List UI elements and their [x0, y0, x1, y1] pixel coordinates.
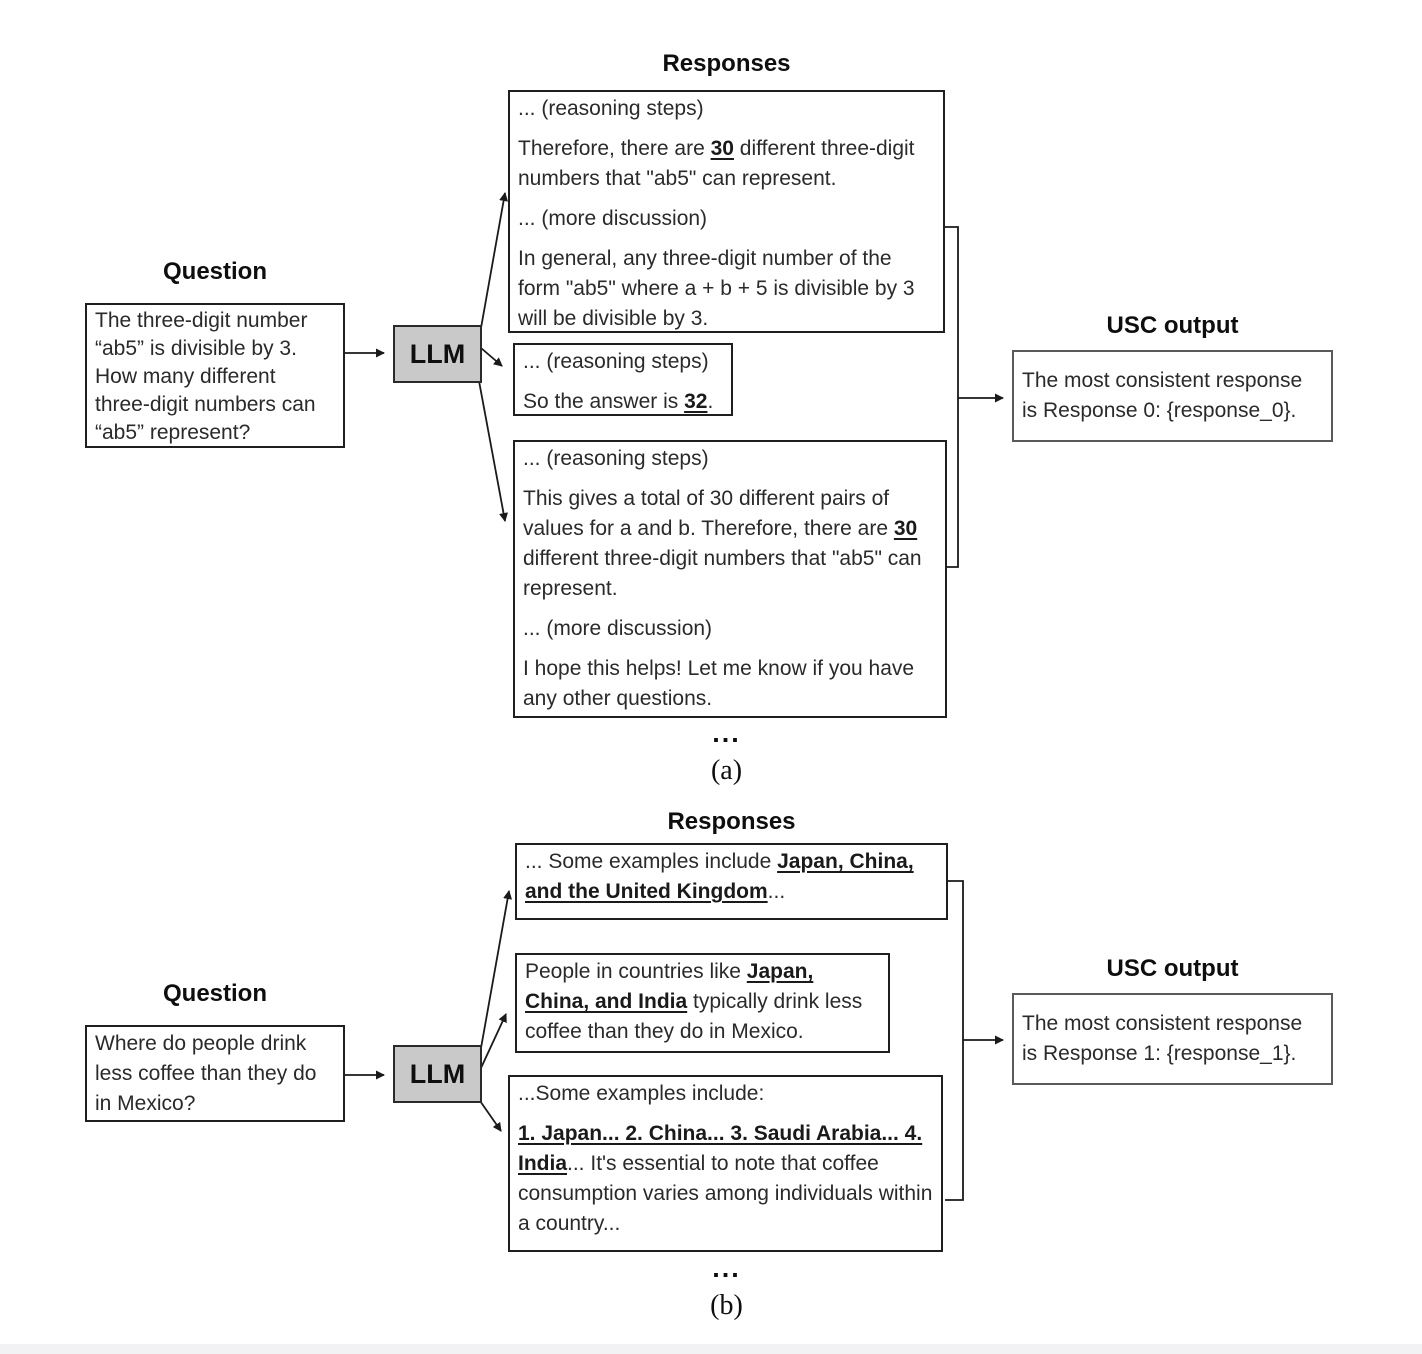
- response-paragraph: [525, 957, 880, 1047]
- more-responses-ellipsis-a: ...: [712, 718, 741, 748]
- more-responses-ellipsis-b: ...: [712, 1253, 741, 1283]
- question-box-b: [85, 1025, 345, 1122]
- arrow-llm-to-response2-a: [479, 381, 505, 521]
- response-text: different three-digit numbers that "ab5" can represent.: [518, 137, 915, 190]
- response-text: ...Some examples include:: [518, 1082, 765, 1105]
- response-text: I hope this helps! Let me know if you have any other questions.: [523, 657, 915, 710]
- response-paragraph: [523, 484, 937, 604]
- arrow-llm-to-response0-a: [481, 193, 505, 328]
- response-paragraph: [518, 134, 935, 194]
- response-text: This gives a total of 30 different pairs of values for a and b. Therefore, there are: [523, 487, 894, 540]
- usc-output-box-a: [1012, 350, 1333, 442]
- response-paragraph: [518, 1119, 933, 1239]
- response-paragraph: [518, 1079, 933, 1109]
- response-paragraph: [525, 847, 938, 907]
- response-text: ... (more discussion): [518, 207, 708, 230]
- response-text: ... (reasoning steps): [523, 350, 709, 373]
- response-paragraph: [518, 94, 935, 124]
- response-text: ... (more discussion): [523, 617, 713, 640]
- answer-highlight: 1. Japan... 2. China... 3. Saudi Arabia... 4. India: [518, 1122, 923, 1175]
- response-text: In general, any three-digit number of the form "ab5" where a + b + 5 is divisible by 3 will be divisible by 3.: [518, 247, 915, 330]
- response-paragraph: [518, 204, 935, 234]
- answer-highlight: 30: [893, 517, 918, 540]
- response-paragraph: [523, 444, 937, 474]
- response-text: different three-digit numbers that "ab5" can represent.: [523, 547, 922, 600]
- response-text: .: [707, 390, 714, 413]
- response-paragraph: [518, 244, 935, 334]
- response-text: People in countries like: [525, 960, 747, 983]
- llm-box-b: LLM: [393, 1045, 482, 1103]
- arrow-llm-to-response1-a: [481, 348, 502, 366]
- question-title-a: Question: [162, 258, 267, 285]
- answer-highlight: Japan, China, and India: [525, 960, 814, 1013]
- llm-box-a: LLM: [393, 325, 482, 383]
- answer-highlight: 30: [710, 137, 734, 160]
- response-paragraph: [523, 347, 723, 377]
- usc-output-title-b: USC output: [1106, 955, 1239, 982]
- usc-output-title-a: USC output: [1106, 312, 1239, 339]
- response-text: ...: [767, 880, 786, 903]
- response-text: ... It's essential to note that coffee consumption varies among individuals within a country...: [518, 1152, 933, 1235]
- response-box-b1: [515, 953, 890, 1053]
- response-box-a2: [513, 440, 947, 718]
- response-paragraph: [523, 654, 937, 714]
- arrow-llm-to-response0-b: [481, 891, 509, 1048]
- usc-output-box-b: [1012, 993, 1333, 1085]
- response-box-b2: [508, 1075, 943, 1252]
- responses-title-b: Responses: [667, 808, 796, 835]
- response-box-b0: [515, 843, 948, 920]
- responses-title-a: Responses: [662, 50, 791, 77]
- response-box-a0: [508, 90, 945, 333]
- response-text: So the answer is: [523, 390, 685, 413]
- question-text: Where do people drink less coffee than they do in Mexico?: [95, 1032, 317, 1115]
- response-text: ... Some examples include: [525, 850, 778, 873]
- bracket-responses-b: [945, 881, 963, 1200]
- question-box-a: [85, 303, 345, 448]
- response-box-a1: [513, 343, 733, 416]
- response-paragraph: [523, 614, 937, 644]
- answer-highlight: Japan, China, and the United Kingdom: [525, 850, 914, 903]
- response-text: typically drink less coffee than they do in Mexico.: [525, 990, 863, 1043]
- response-text: ... (reasoning steps): [523, 447, 709, 470]
- panel-label-b: (b): [710, 1290, 743, 1321]
- usc-output-text: The most consistent response is Response 0: {response_0}.: [1022, 369, 1303, 422]
- question-title-b: Question: [162, 980, 267, 1007]
- answer-highlight: 32: [684, 390, 708, 413]
- question-text: The three-digit number “ab5” is divisible by 3. How many different three-digit numbers can “ab5” represent?: [95, 309, 316, 444]
- panel-label-a: (a): [710, 755, 743, 786]
- response-text: ... (reasoning steps): [518, 97, 704, 120]
- usc-output-text: The most consistent response is Response 1: {response_1}.: [1022, 1012, 1303, 1065]
- response-text: Therefore, there are: [518, 137, 711, 160]
- response-paragraph: [523, 387, 723, 417]
